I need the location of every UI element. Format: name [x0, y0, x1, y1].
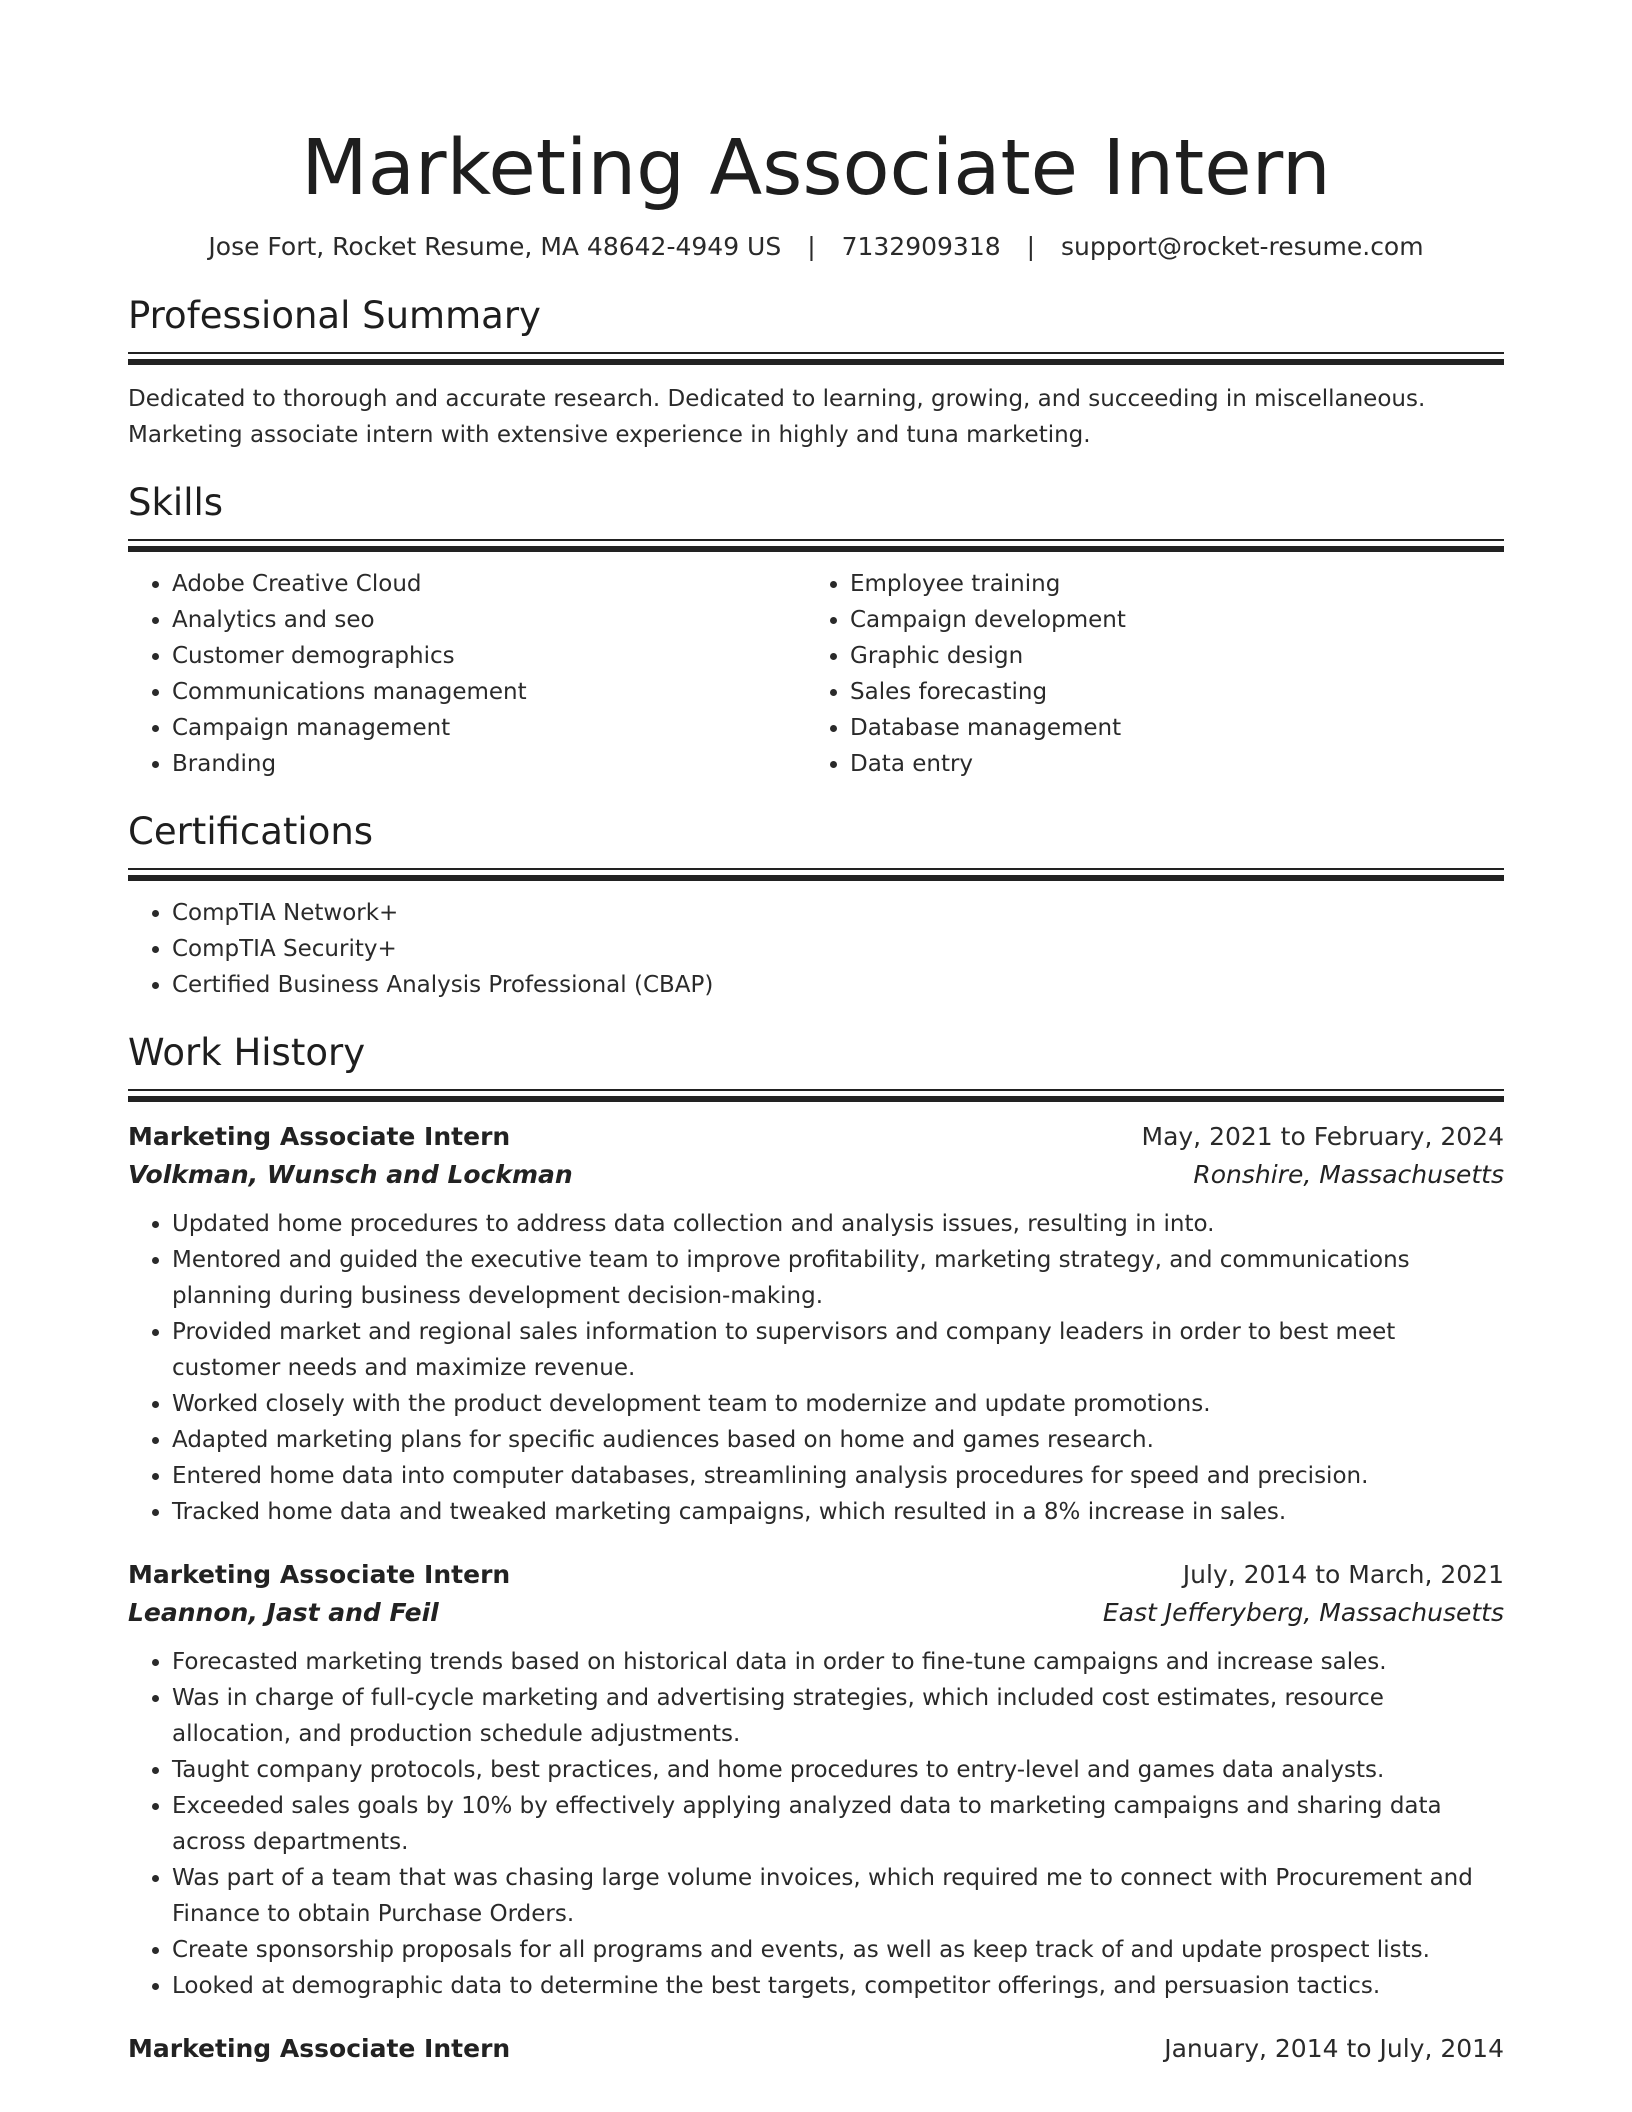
certification-item: • CompTIA Security+: [172, 931, 1504, 967]
summary-text: Dedicated to thorough and accurate research. Dedicated to learning, growing, and succeeding in miscellaneous. Marketing associate intern with extensive experience in highly and tuna marketing.: [128, 386, 1426, 448]
job-header: [128, 2030, 1504, 2068]
skills-list-right: [806, 566, 1484, 782]
skill-item: • Data entry: [850, 746, 1484, 782]
job-bullet: • Create sponsorship proposals for all programs and events, as well as keep track of and update prospect lists.: [172, 1932, 1504, 1968]
job-bullet: • Was part of a team that was chasing large volume invoices, which required me to connect with Procurement and Finance to obtain Purchase Orders.: [172, 1860, 1504, 1932]
job-bullet: • Exceeded sales goals by 10% by effectively applying analyzed data to marketing campaigns and sharing data across departments.: [172, 1788, 1504, 1860]
job-header: [128, 1118, 1504, 1156]
skill-item: • Branding: [172, 746, 806, 782]
job-location: East Jefferyberg, Massachusetts: [1102, 1598, 1504, 1627]
skills-list-left: [128, 566, 806, 782]
section-divider: [128, 539, 1504, 552]
job-title: Marketing Associate Intern: [128, 1122, 511, 1151]
job-subheader: [128, 1156, 1504, 1194]
section-divider: [128, 1089, 1504, 1102]
skills-section: [128, 479, 1504, 782]
job-bullet: • Looked at demographic data to determine the best targets, competitor offerings, and persuasion tactics.: [172, 1968, 1504, 2004]
skill-item: • Employee training: [850, 566, 1484, 602]
job-bullet: • Adapted marketing plans for specific audiences based on home and games research.: [172, 1422, 1504, 1458]
section-divider: [128, 868, 1504, 881]
job-entry: [128, 2030, 1504, 2068]
work-history-section: [128, 1029, 1504, 2068]
job-bullet: • Provided market and regional sales information to supervisors and company leaders in order to best meet customer needs and maximize revenue.: [172, 1314, 1504, 1386]
contact-address: Jose Fort, Rocket Resume, MA 48642-4949 US: [208, 232, 782, 261]
job-bullet: • Forecasted marketing trends based on historical data in order to fine-tune campaigns and increase sales.: [172, 1644, 1504, 1680]
job-bullets: [128, 1206, 1504, 1530]
job-company: Volkman, Wunsch and Lockman: [128, 1160, 573, 1189]
job-dates: May, 2021 to February, 2024: [1141, 1122, 1504, 1151]
job-header: [128, 1556, 1504, 1594]
skill-item: • Campaign management: [172, 710, 806, 746]
job-dates: January, 2014 to July, 2014: [1164, 2034, 1504, 2063]
contact-separator: |: [1026, 232, 1036, 261]
section-divider: [128, 352, 1504, 365]
skill-item: • Customer demographics: [172, 638, 806, 674]
job-bullet: • Worked closely with the product development team to modernize and update promotions.: [172, 1386, 1504, 1422]
job-company: Leannon, Jast and Feil: [128, 1598, 439, 1627]
skill-item: • Adobe Creative Cloud: [172, 566, 806, 602]
section-heading: Work History: [128, 1031, 366, 1074]
skill-item: • Database management: [850, 710, 1484, 746]
skill-item: • Sales forecasting: [850, 674, 1484, 710]
certification-item: • Certified Business Analysis Professional (CBAP): [172, 967, 1504, 1003]
certification-item: • CompTIA Network+: [172, 895, 1504, 931]
job-bullet: • Taught company protocols, best practices, and home procedures to entry-level and games data analysts.: [172, 1752, 1504, 1788]
section-heading: Skills: [128, 481, 224, 524]
skill-item: • Communications management: [172, 674, 806, 710]
job-bullets: [128, 1644, 1504, 2004]
job-bullet: • Entered home data into computer databases, streamlining analysis procedures for speed and precision.: [172, 1458, 1504, 1494]
contact-email: support@rocket-resume.com: [1060, 232, 1424, 261]
contact-phone: 7132909318: [841, 232, 1001, 261]
skill-item: • Campaign development: [850, 602, 1484, 638]
skills-grid: [128, 566, 1504, 782]
job-title: Marketing Associate Intern: [128, 1560, 511, 1589]
job-dates: July, 2014 to March, 2021: [1182, 1560, 1504, 1589]
job-bullet: • Updated home procedures to address data collection and analysis issues, resulting in into.: [172, 1206, 1504, 1242]
section-heading: Certifications: [128, 810, 374, 853]
section-heading: Professional Summary: [128, 294, 541, 337]
job-location: Ronshire, Massachusetts: [1193, 1160, 1504, 1189]
job-bullet: • Tracked home data and tweaked marketing campaigns, which resulted in a 8% increase in sales.: [172, 1494, 1504, 1530]
contact-line: [128, 230, 1504, 264]
job-entry: [128, 1118, 1504, 1530]
resume-page: [128, 0, 1504, 2112]
job-bullet: • Mentored and guided the executive team to improve profitability, marketing strategy, and communications planning during business development decision-making.: [172, 1242, 1504, 1314]
certifications-section: [128, 808, 1504, 1003]
job-entry: [128, 1556, 1504, 2004]
job-bullet: • Was in charge of full-cycle marketing and advertising strategies, which included cost estimates, resource allocation, and production schedule adjustments.: [172, 1680, 1504, 1752]
page-title: Marketing Associate Intern: [301, 124, 1331, 213]
skill-item: • Analytics and seo: [172, 602, 806, 638]
job-title: Marketing Associate Intern: [128, 2034, 511, 2063]
skill-item: • Graphic design: [850, 638, 1484, 674]
certifications-list: [128, 895, 1504, 1003]
job-subheader: [128, 1594, 1504, 1632]
summary-section: [128, 292, 1504, 453]
contact-separator: |: [807, 232, 816, 261]
